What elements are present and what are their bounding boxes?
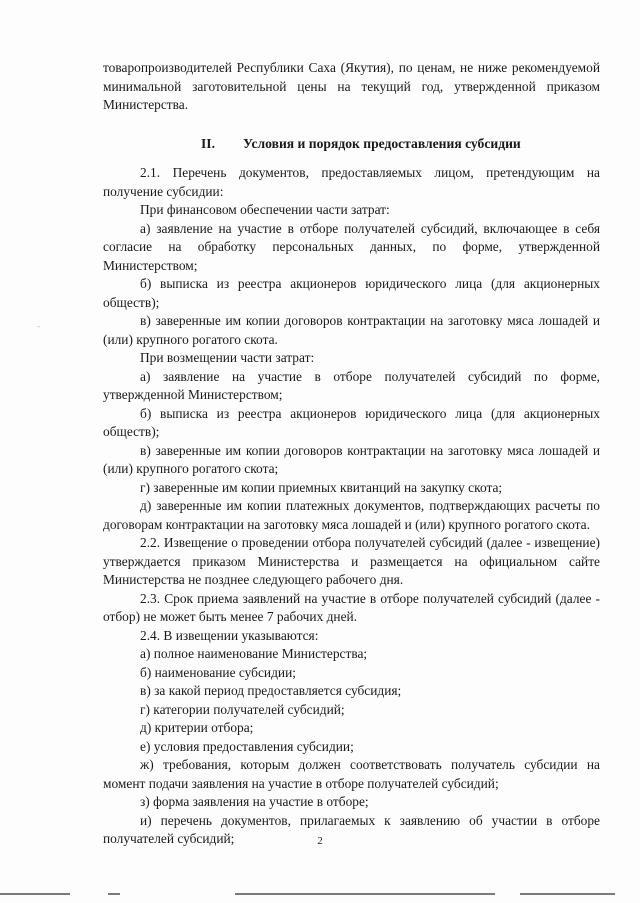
list-item-i: и) перечень документов, прилагаемых к заявлению об участии в отборе получателей субсидий; [103, 812, 600, 846]
list-item-e: е) условия предоставления субсидии; [140, 738, 354, 754]
paragraph-2-1: 2.1. Перечень документов, предоставляемых лицом, претендующим на получение субсидии: [103, 165, 600, 199]
paragraph-2-2: 2.2. Извещение о проведении отбора получателей субсидий (далее - извещение) утверждается приказом Министерства и размещается на официальном сайте Министерства не позднее следующего рабочего дня. [103, 535, 600, 587]
paragraph-financing-v: в) заверенные им копии договоров контрактации на заготовку мяса лошадей и (или) крупного рогатого скота. [103, 313, 600, 347]
paragraph-2-4: 2.4. В извещении указываются: [140, 627, 319, 643]
scan-bottom-edge [0, 893, 640, 896]
list-item-z: з) форма заявления на участие в отборе; [140, 794, 369, 809]
scan-margin-mark: - [37, 322, 41, 332]
list-item-d: д) критерии отбора; [140, 720, 254, 735]
list-item-v: в) за какой период предоставляется субсидия; [140, 683, 402, 698]
paragraph-reimbursement-header: При возмещении части затрат: [140, 350, 315, 365]
paragraph-financing-header: При финансовом обеспечении части затрат: [140, 202, 390, 217]
paragraph-2-3: 2.3. Срок приема заявлений на участие в отборе получателей субсидий (далее - отбор) не может быть менее 7 рабочих дней. [103, 590, 600, 624]
paragraph-reimbursement-a: а) заявление на участие в отборе получателей субсидий по форме, утвержденной Министерством; [103, 368, 600, 402]
page-number: 2 [317, 835, 323, 847]
section-heading [103, 135, 600, 154]
list-item-zh: ж) требования, которым должен соответствовать получатель субсидии на момент подачи заявления на участие в отборе получателей субсидий; [103, 757, 600, 791]
document-body [103, 59, 600, 849]
paragraph-financing-b: б) выписка из реестра акционеров юридического лица (для акционерных обществ); [103, 276, 600, 310]
list-item-b: б) наименование субсидии; [140, 664, 296, 680]
intro-paragraph: товаропроизводителей Республики Саха (Якутия), по ценам, не ниже рекомендуемой минимальной заготовительной цены на текущий год, утвержденной приказом Министерства. [103, 60, 600, 112]
paragraph-reimbursement-v: в) заверенные им копии договоров контрактации на заготовку мяса лошадей и (или) крупного рогатого скота; [103, 442, 600, 476]
paragraph-financing-a: а) заявление на участие в отборе получателей субсидий, включающее в себя согласие на обработку персональных данных, по форме, утвержденной Министерством; [103, 220, 600, 273]
list-item-g: г) категории получателей субсидий; [140, 701, 345, 717]
paragraph-reimbursement-g: г) заверенные им копии приемных квитанций на закупку скота; [140, 479, 503, 495]
paragraph-reimbursement-d: д) заверенные им копии платежных документов, подтверждающих расчеты по договорам контрактации на заготовку мяса лошадей и (или) крупного рогатого скота. [103, 498, 600, 532]
paragraph-reimbursement-b: б) выписка из реестра акционеров юридического лица (для акционерных обществ); [103, 405, 600, 439]
section-number: II. [201, 135, 215, 151]
list-item-a: а) полное наименование Министерства; [140, 646, 368, 661]
section-title: Условия и порядок предоставления субсидии [243, 135, 521, 151]
